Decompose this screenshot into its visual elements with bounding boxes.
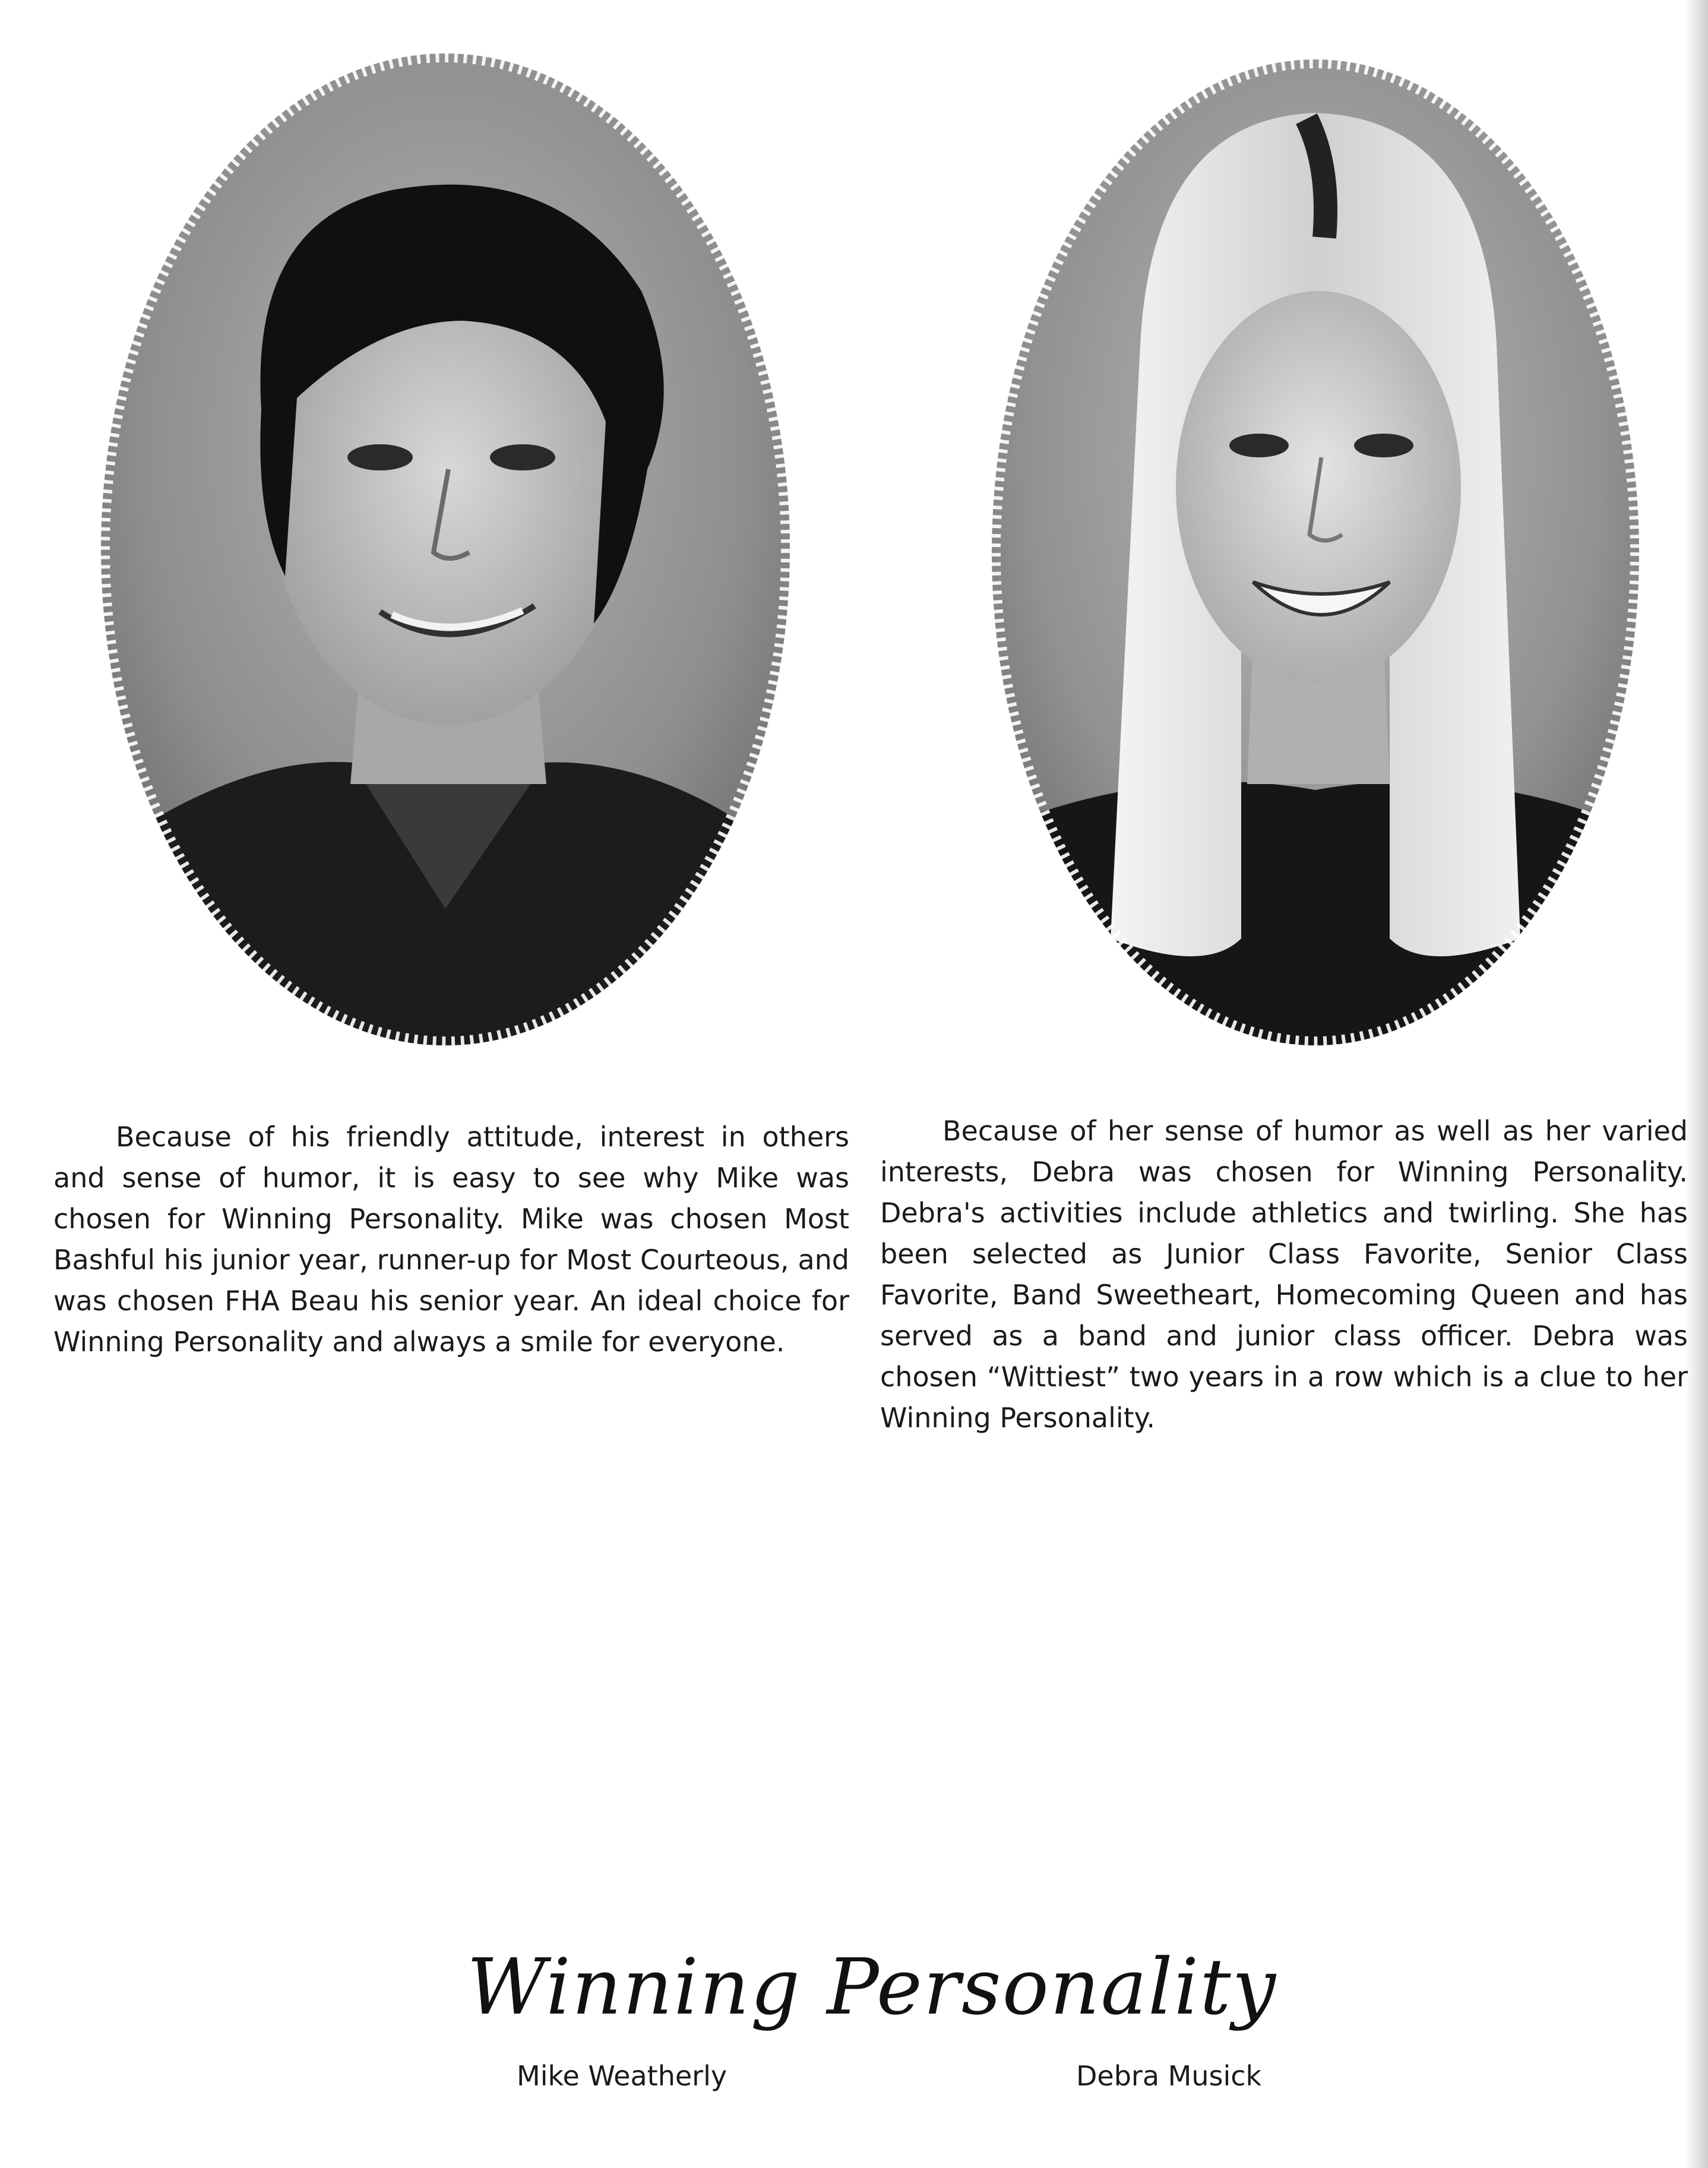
page-title: Winning Personality	[467, 1942, 1277, 2032]
name-caption-right: Debra Musick	[1076, 2060, 1262, 2092]
portrait-photo-right	[974, 48, 1657, 1057]
portrait-photo-left	[83, 42, 808, 1057]
name-caption-left: Mike Weatherly	[517, 2060, 728, 2092]
bio-paragraph-right	[880, 1111, 1688, 1439]
page-edge-shadow	[1685, 0, 1708, 2168]
bio-text-right: Because of her sense of humor as well as her varied interests, Debra was chosen for Winning Personality. Debra's activities include athletics and twirling. She has been selected as Junior Class Favorite, Senior Class Favorite, Band Sweetheart, Homecoming Queen and has served as a band and junior class officer. Debra was chosen “Wittiest” two years in a row which is a clue to her Winning Personality.	[880, 1115, 1688, 1434]
bio-text-left: Because of his friendly attitude, interest in others and sense of humor, it is easy to see why Mike was chosen for Winning Personality. Mike was chosen Most Bashful his junior year, runner-up for Most Courteous, and was chosen FHA Beau his senior year. An ideal choice for Winning Personality and always a smile for everyone.	[53, 1121, 849, 1358]
bio-paragraph-left	[53, 1117, 849, 1363]
